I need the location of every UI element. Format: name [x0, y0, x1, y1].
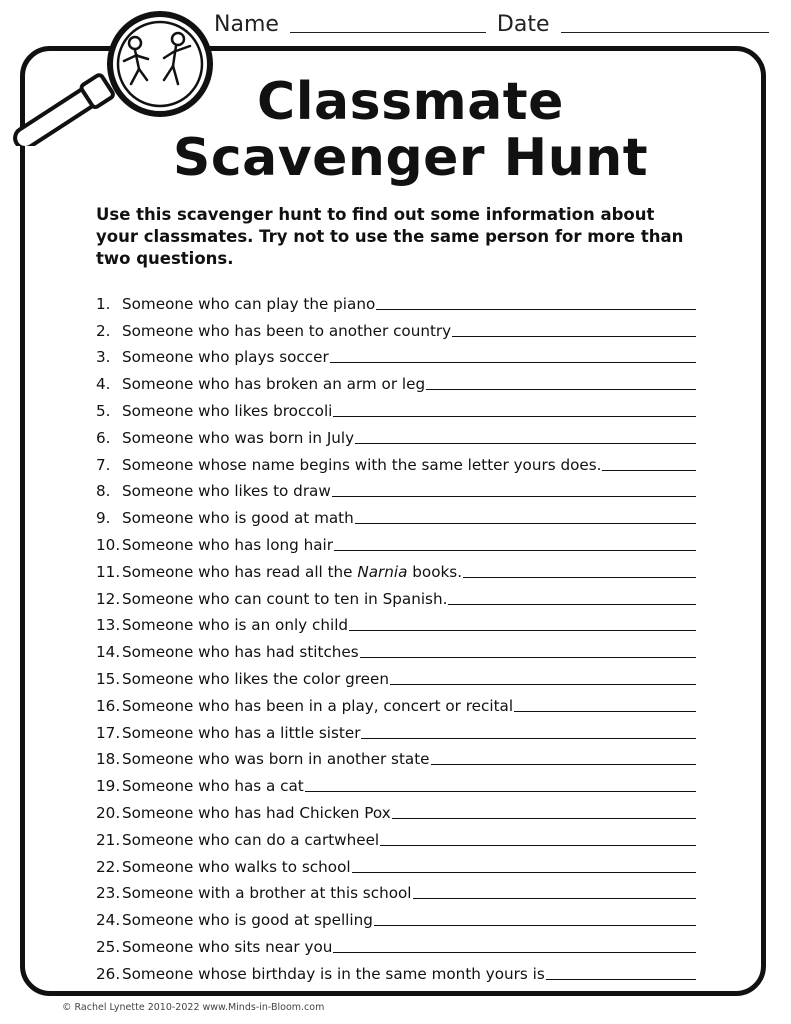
question-text-main: Someone who sits near you: [122, 937, 333, 956]
question-number: 26.: [96, 964, 121, 983]
question-text: [122, 482, 331, 500]
question-number: 24.: [96, 911, 121, 930]
answer-line[interactable]: [352, 872, 696, 873]
answer-line[interactable]: [392, 818, 696, 819]
question-text: [122, 322, 451, 340]
question-item: [96, 554, 696, 581]
question-item: [96, 474, 696, 501]
question-item: [96, 340, 696, 367]
answer-line[interactable]: [305, 791, 696, 792]
question-item: [96, 608, 696, 635]
question-item: [96, 795, 696, 822]
question-number: 15.: [96, 669, 121, 688]
answer-line[interactable]: [330, 362, 696, 363]
question-number: 4.: [96, 375, 111, 394]
name-field[interactable]: [290, 12, 486, 33]
answer-line[interactable]: [355, 523, 696, 524]
answer-line[interactable]: [333, 416, 696, 417]
question-item: [96, 527, 696, 554]
question-text-main: Someone who likes broccoli: [122, 401, 333, 420]
question-text: [122, 643, 359, 661]
question-number: 18.: [96, 750, 121, 769]
answer-line[interactable]: [426, 389, 696, 390]
question-text: [122, 348, 329, 366]
question-number: 5.: [96, 401, 111, 420]
answer-line[interactable]: [333, 952, 696, 953]
answer-line[interactable]: [334, 550, 696, 551]
question-item: [96, 500, 696, 527]
question-text-main: Someone who is an only child: [122, 616, 349, 635]
answer-line[interactable]: [463, 577, 696, 578]
question-item: [96, 447, 696, 474]
question-item: [96, 849, 696, 876]
question-item: [96, 634, 696, 661]
question-item: [96, 929, 696, 956]
answer-line[interactable]: [349, 630, 696, 631]
answer-line[interactable]: [448, 604, 696, 605]
question-text-main: Someone who has been in a play, concert or recital: [122, 696, 514, 715]
answer-line[interactable]: [514, 711, 696, 712]
question-item: [96, 902, 696, 929]
question-number: 12.: [96, 589, 121, 608]
answer-line[interactable]: [602, 470, 696, 471]
question-item: [96, 661, 696, 688]
question-text: [122, 750, 430, 768]
answer-line[interactable]: [431, 764, 696, 765]
answer-line[interactable]: [413, 898, 696, 899]
question-item: [96, 420, 696, 447]
title-line-1: Classmate: [257, 72, 564, 132]
question-text-main: Someone who likes the color green: [122, 669, 389, 688]
question-number: 1.: [96, 294, 111, 313]
name-label: Name: [214, 12, 279, 37]
question-number: 6.: [96, 428, 111, 447]
question-text-main: Someone who can play the piano: [122, 294, 376, 313]
answer-line[interactable]: [452, 336, 696, 337]
question-text-main: Someone who can count to ten in Spanish.: [122, 589, 448, 608]
question-item: [96, 715, 696, 742]
question-text-main: Someone who has long hair: [122, 535, 334, 554]
name-date-header: [214, 12, 771, 42]
answer-line[interactable]: [361, 738, 696, 739]
question-number: 8.: [96, 482, 111, 501]
question-number: 3.: [96, 348, 111, 367]
question-text-main: Someone who has been to another country: [122, 321, 452, 340]
question-text-main: Someone who is good at math: [122, 509, 354, 528]
question-text: [122, 563, 462, 581]
question-text-main: Someone who has had Chicken Pox: [122, 803, 391, 822]
question-text-main: Someone who is good at spelling: [122, 911, 373, 930]
answer-line[interactable]: [374, 925, 696, 926]
question-number: 11.: [96, 562, 121, 581]
answer-line[interactable]: [360, 657, 696, 658]
date-field[interactable]: [561, 12, 769, 33]
question-text-main: Someone who plays soccer: [122, 348, 329, 367]
question-list: [96, 286, 696, 983]
question-number: 20.: [96, 803, 121, 822]
question-number: 2.: [96, 321, 111, 340]
question-number: 16.: [96, 696, 121, 715]
question-number: 13.: [96, 616, 121, 635]
question-text: [122, 884, 412, 902]
answer-line[interactable]: [380, 845, 696, 846]
question-text: [122, 616, 348, 634]
question-text: [122, 375, 425, 393]
question-number: 22.: [96, 857, 121, 876]
answer-line[interactable]: [355, 443, 696, 444]
question-text: [122, 724, 360, 742]
question-number: 23.: [96, 884, 121, 903]
question-text: [122, 777, 304, 795]
question-number: 21.: [96, 830, 121, 849]
question-item: [96, 822, 696, 849]
question-text-main: Someone who walks to school: [122, 857, 351, 876]
answer-line[interactable]: [390, 684, 696, 685]
question-number: 17.: [96, 723, 121, 742]
question-text-main: Someone who likes to draw: [122, 482, 331, 501]
question-item: [96, 313, 696, 340]
question-text-main: Someone who has a little sister: [122, 723, 361, 742]
date-label: Date: [496, 12, 550, 37]
question-item: [96, 393, 696, 420]
instructions: Use this scavenger hunt to find out some information about your classmates. Try not to use the same person for more than two questions.: [96, 205, 684, 268]
question-text-end: books.: [407, 562, 463, 581]
question-item: [96, 742, 696, 769]
question-text: [122, 590, 447, 608]
answer-line[interactable]: [332, 496, 696, 497]
question-number: 10.: [96, 535, 121, 554]
question-text-main: Someone who can do a cartwheel: [122, 830, 380, 849]
question-number: 9.: [96, 509, 111, 528]
question-item: [96, 581, 696, 608]
question-text: [122, 429, 354, 447]
question-text: [122, 536, 333, 554]
question-text-main: Someone who has broken an arm or leg: [122, 375, 426, 394]
question-item: [96, 956, 696, 983]
question-number: 19.: [96, 777, 121, 796]
question-text-main: Someone whose name begins with the same letter yours does.: [122, 455, 602, 474]
question-text: [122, 831, 379, 849]
question-number: 25.: [96, 937, 121, 956]
question-text: [122, 804, 391, 822]
copyright-footer: © Rachel Lynette 2010-2022 www.Minds-in-Bloom.com: [62, 1002, 325, 1013]
question-text: [122, 858, 351, 876]
question-number: 14.: [96, 643, 121, 662]
page-title: [100, 74, 721, 186]
title-line-2: Scavenger Hunt: [172, 128, 649, 188]
question-text: [122, 670, 389, 688]
question-item: [96, 286, 696, 313]
question-text: [122, 295, 375, 313]
question-text: [122, 509, 354, 527]
question-text: [122, 456, 601, 474]
question-item: [96, 366, 696, 393]
question-text-main: Someone who has had stitches: [122, 643, 359, 662]
question-text: [122, 965, 545, 983]
question-item: [96, 768, 696, 795]
question-text: [122, 938, 332, 956]
question-text-main: Someone who has read all the: [122, 562, 358, 581]
answer-line[interactable]: [546, 979, 696, 980]
question-item: [96, 876, 696, 903]
book-title: Narnia: [357, 562, 408, 581]
question-text-main: Someone whose birthday is in the same month yours is: [122, 964, 545, 983]
question-number: 7.: [96, 455, 111, 474]
question-text-main: Someone who was born in another state: [122, 750, 430, 769]
question-text: [122, 402, 332, 420]
question-item: [96, 688, 696, 715]
question-text: [122, 697, 513, 715]
answer-line[interactable]: [376, 309, 696, 310]
question-text: [122, 911, 373, 929]
question-text-main: Someone who was born in July: [122, 428, 355, 447]
question-text-main: Someone with a brother at this school: [122, 884, 412, 903]
question-text-main: Someone who has a cat: [122, 777, 304, 796]
